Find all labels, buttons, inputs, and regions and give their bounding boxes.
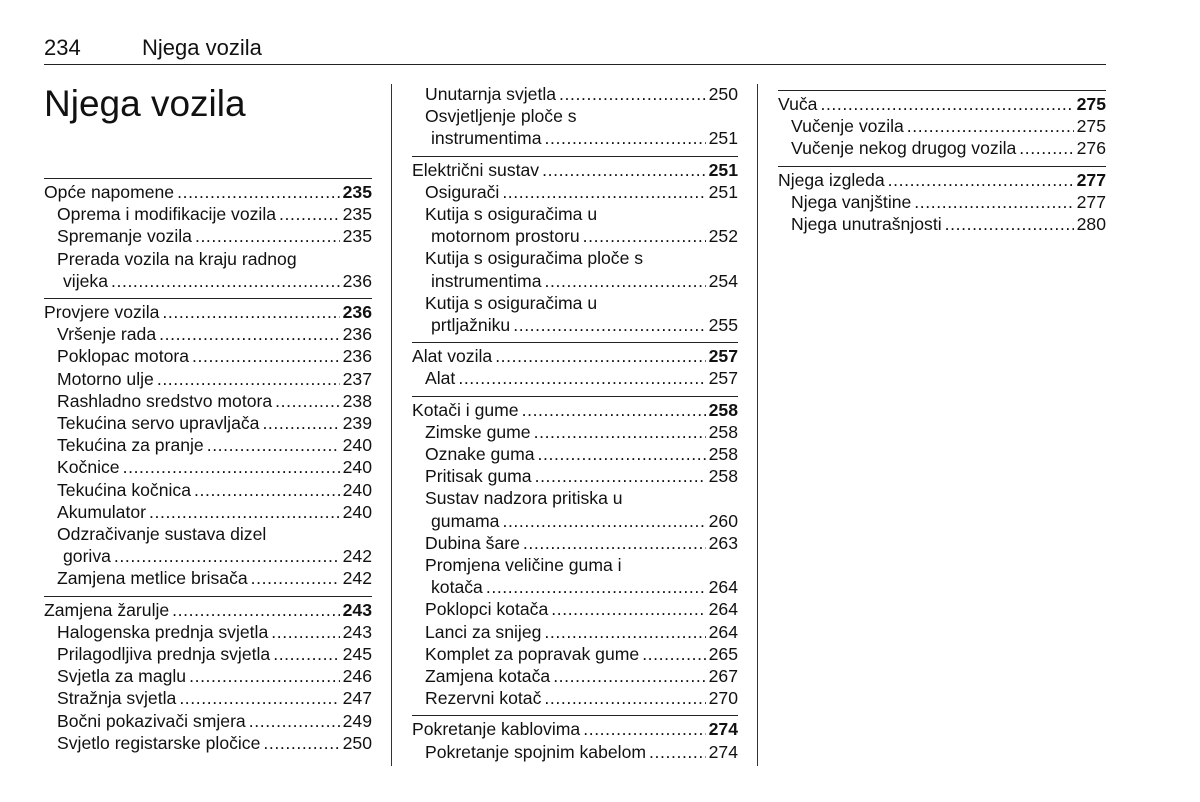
leader-dots — [559, 83, 706, 105]
toc-section — [412, 396, 738, 710]
entry-text: vijeka — [63, 270, 108, 291]
entry-page-number: 250 — [342, 732, 372, 753]
entry-page-number: 275 — [1076, 116, 1106, 137]
toc-entry-line — [412, 105, 738, 127]
toc-entry-line — [44, 621, 372, 643]
entry-text: Rezervni kotač — [425, 688, 542, 709]
entry-text: Motorno ulje — [57, 368, 154, 389]
leader-dots — [820, 93, 1073, 115]
running-title: Njega vozila — [142, 35, 262, 60]
leader-dots — [649, 741, 706, 763]
toc-entry[interactable] — [412, 554, 738, 598]
entry-text: Zamjena kotača — [425, 666, 551, 687]
toc-section-heading[interactable] — [412, 159, 738, 181]
leader-dots — [545, 270, 706, 292]
entry-page-number: 239 — [342, 413, 372, 434]
toc-entry-line — [44, 545, 372, 567]
leader-dots — [523, 532, 706, 554]
entry-page-number: 258 — [708, 444, 738, 465]
section-title: Pokretanje kablovima — [412, 719, 581, 740]
entry-page-number: 252 — [708, 226, 738, 247]
toc-section — [412, 342, 738, 389]
section-page-number: 277 — [1076, 169, 1106, 190]
toc-entry-line — [412, 510, 738, 532]
toc-entry-line — [44, 345, 372, 367]
toc-section — [44, 298, 372, 590]
entry-page-number: 251 — [708, 128, 738, 149]
leader-dots — [262, 412, 339, 434]
toc-entry[interactable] — [44, 456, 372, 478]
section-page-number: 243 — [342, 599, 372, 620]
toc-entry[interactable] — [44, 710, 372, 732]
toc-entry[interactable] — [412, 421, 738, 443]
toc-entry-line — [44, 710, 372, 732]
toc-entry-line — [412, 576, 738, 598]
entry-text: Svjetla za maglu — [57, 666, 187, 687]
entry-page-number: 264 — [708, 621, 738, 642]
toc-entry-line — [412, 443, 738, 465]
leader-dots — [192, 345, 340, 367]
column-divider — [757, 84, 758, 766]
entry-page-number: 255 — [708, 315, 738, 336]
entry-page-number: 240 — [342, 501, 372, 522]
toc-entry[interactable] — [412, 367, 738, 389]
toc-section — [412, 156, 738, 337]
leader-dots — [583, 718, 705, 740]
toc-entry[interactable] — [44, 621, 372, 643]
leader-dots — [207, 434, 340, 456]
entry-page-number: 246 — [342, 666, 372, 687]
leader-dots — [251, 567, 340, 589]
leader-dots — [159, 323, 340, 345]
leader-dots — [195, 225, 340, 247]
leader-dots — [149, 501, 340, 523]
entry-page-number: 257 — [708, 368, 738, 389]
entry-text: goriva — [63, 546, 111, 567]
toc-section-heading[interactable] — [44, 181, 372, 203]
toc-entry[interactable] — [412, 292, 738, 336]
toc-entry[interactable] — [44, 643, 372, 665]
toc-section — [412, 83, 738, 150]
toc-entry[interactable] — [44, 479, 372, 501]
toc-section — [778, 166, 1106, 236]
leader-dots — [534, 421, 706, 443]
toc-entry[interactable] — [412, 643, 738, 665]
entry-text: Dubina šare — [425, 532, 520, 553]
toc-column-3 — [778, 90, 1106, 241]
toc-section-heading[interactable] — [412, 345, 738, 367]
toc-entry-line — [412, 127, 738, 149]
toc-entry[interactable] — [44, 390, 372, 412]
leader-dots — [513, 314, 705, 336]
leader-dots — [273, 643, 339, 665]
entry-page-number: 236 — [342, 324, 372, 345]
section-page-number: 236 — [342, 302, 372, 323]
entry-page-number: 249 — [342, 710, 372, 731]
toc-entry-line — [412, 270, 738, 292]
entry-text: Zimske gume — [425, 421, 531, 442]
section-page-number: 275 — [1076, 94, 1106, 114]
entry-text: Komplet za popravak gume — [425, 643, 640, 664]
toc-entry-line — [412, 203, 738, 225]
toc-section — [778, 90, 1106, 160]
entry-text: Tekućina servo upravljača — [57, 413, 260, 434]
section-title: Električni sustav — [412, 159, 540, 180]
toc-entry[interactable] — [44, 248, 372, 292]
toc-entry-line — [44, 732, 372, 754]
column-divider — [391, 84, 392, 766]
entry-text: Vučenje nekog drugog vozila — [791, 138, 1017, 159]
toc-entry-line — [412, 292, 738, 314]
toc-entry[interactable] — [412, 687, 738, 709]
entry-text: gumama — [431, 510, 500, 531]
toc-entry-line — [778, 115, 1106, 137]
toc-entry[interactable] — [412, 665, 738, 687]
leader-dots — [114, 545, 340, 567]
entry-text: kotača — [431, 577, 483, 598]
entry-page-number: 236 — [342, 346, 372, 367]
entry-text: Poklopci kotača — [425, 599, 549, 620]
entry-page-number: 264 — [708, 599, 738, 620]
toc-entry-line — [44, 248, 372, 270]
entry-text: Akumulator — [57, 501, 146, 522]
toc-entry-line — [412, 741, 738, 763]
toc-entry-line — [778, 213, 1106, 235]
chapter-title: Njega vozila — [44, 83, 246, 124]
leader-dots — [888, 169, 1074, 191]
toc-section — [44, 596, 372, 754]
toc-entry[interactable] — [412, 203, 738, 247]
leader-dots — [194, 479, 340, 501]
entry-text: Kočnice — [57, 457, 120, 478]
entry-text: Odzračivanje sustava dizel — [57, 524, 267, 545]
entry-page-number: 258 — [708, 466, 738, 487]
entry-page-number: 240 — [342, 479, 372, 500]
toc-entry-line — [412, 367, 738, 389]
entry-text: Pokretanje spojnim kabelom — [425, 741, 647, 762]
entry-text: instrumentima — [431, 128, 542, 149]
toc-entry[interactable] — [44, 523, 372, 567]
entry-text: Kutija s osiguračima u — [425, 292, 598, 313]
entry-text: Sustav nadzora pritiska u — [425, 488, 623, 509]
entry-page-number: 240 — [342, 435, 372, 456]
toc-entry-line — [44, 523, 372, 545]
entry-page-number: 274 — [708, 741, 738, 762]
toc-entry-line — [44, 368, 372, 390]
leader-dots — [538, 443, 706, 465]
toc-entry[interactable] — [778, 115, 1106, 137]
toc-entry[interactable] — [412, 181, 738, 203]
entry-text: Njega unutrašnjosti — [791, 214, 942, 235]
toc-entry-line — [412, 421, 738, 443]
entry-text: Oprema i modifikacije vozila — [57, 204, 277, 225]
entry-page-number: 235 — [342, 226, 372, 247]
toc-entry-line — [44, 412, 372, 434]
toc-entry-line — [44, 665, 372, 687]
section-title: Alat vozila — [412, 346, 493, 367]
leader-dots — [1019, 137, 1073, 159]
toc-entry[interactable] — [44, 687, 372, 709]
toc-entry[interactable] — [412, 741, 738, 763]
toc-entry[interactable] — [412, 443, 738, 465]
toc-entry[interactable] — [44, 732, 372, 754]
leader-dots — [486, 576, 706, 598]
entry-text: Poklopac motora — [57, 346, 190, 367]
leader-dots — [123, 456, 340, 478]
toc-entry[interactable] — [44, 225, 372, 247]
toc-section — [44, 178, 372, 292]
entry-page-number: 265 — [708, 643, 738, 664]
entry-text: Halogenska prednja svjetla — [57, 621, 269, 642]
leader-dots — [945, 213, 1074, 235]
toc-section-heading[interactable] — [412, 718, 738, 740]
toc-entry-line — [44, 434, 372, 456]
toc-entry-line — [412, 247, 738, 269]
entry-text: motornom prostoru — [431, 226, 580, 247]
toc-entry[interactable] — [44, 345, 372, 367]
toc-entry-line — [44, 456, 372, 478]
entry-page-number: 247 — [342, 688, 372, 709]
leader-dots — [495, 345, 705, 367]
toc-entry[interactable] — [44, 434, 372, 456]
leader-dots — [545, 127, 706, 149]
leader-dots — [522, 399, 706, 421]
entry-text: Tekućina kočnica — [57, 479, 191, 500]
toc-entry-line — [778, 137, 1106, 159]
toc-entry[interactable] — [44, 368, 372, 390]
toc-entry[interactable] — [44, 665, 372, 687]
section-title: Opće napomene — [44, 182, 175, 202]
toc-entry[interactable] — [778, 191, 1106, 213]
toc-entry-line — [44, 479, 372, 501]
entry-page-number: 242 — [342, 546, 372, 567]
entry-text: Unutarnja svjetla — [425, 84, 557, 104]
leader-dots — [111, 270, 340, 292]
entry-text: Kutija s osiguračima u — [425, 204, 598, 225]
entry-text: Rashladno sredstvo motora — [57, 390, 273, 411]
entry-text: Kutija s osiguračima ploče s — [425, 248, 644, 269]
toc-entry-line — [412, 487, 738, 509]
leader-dots — [535, 465, 706, 487]
toc-entry-line — [412, 554, 738, 576]
entry-page-number: 254 — [708, 270, 738, 291]
toc-entry[interactable] — [778, 137, 1106, 159]
leader-dots — [179, 687, 339, 709]
leader-dots — [263, 732, 339, 754]
entry-text: Prilagodljiva prednja svjetla — [57, 644, 271, 665]
toc-entry-line — [44, 225, 372, 247]
toc-entry-line — [412, 687, 738, 709]
entry-page-number: 280 — [1076, 214, 1106, 235]
section-title: Vuča — [778, 94, 818, 114]
toc-entry-line — [412, 665, 738, 687]
section-title: Zamjena žarulje — [44, 599, 170, 620]
leader-dots — [907, 115, 1074, 137]
toc-column-2 — [412, 83, 738, 769]
leader-dots — [642, 643, 705, 665]
toc-entry-line — [44, 567, 372, 589]
page-header — [44, 34, 1106, 65]
toc-entry[interactable] — [44, 203, 372, 225]
entry-page-number: 264 — [708, 577, 738, 598]
toc-entry-line — [412, 643, 738, 665]
leader-dots — [458, 367, 705, 389]
toc-section-heading[interactable] — [778, 93, 1106, 115]
entry-page-number: 236 — [342, 270, 372, 291]
leader-dots — [172, 599, 339, 621]
entry-text: Oznake guma — [425, 444, 535, 465]
leader-dots — [162, 301, 339, 323]
section-title: Provjere vozila — [44, 302, 160, 323]
leader-dots — [249, 710, 340, 732]
toc-entry-line — [778, 191, 1106, 213]
entry-page-number: 251 — [708, 181, 738, 202]
entry-page-number: 277 — [1076, 191, 1106, 212]
toc-entry-line — [44, 270, 372, 292]
toc-entry[interactable] — [44, 567, 372, 589]
section-page-number: 258 — [708, 399, 738, 420]
entry-text: Vršenje rada — [57, 324, 157, 345]
toc-entry-line — [44, 323, 372, 345]
entry-text: Zamjena metlice brisača — [57, 568, 248, 589]
toc-section — [412, 715, 738, 762]
entry-text: Alat — [425, 368, 456, 389]
entry-page-number: 245 — [342, 644, 372, 665]
toc-section-heading[interactable] — [44, 301, 372, 323]
toc-entry-line — [412, 465, 738, 487]
toc-entry-line — [412, 598, 738, 620]
toc-entry-line — [44, 203, 372, 225]
leader-dots — [553, 665, 705, 687]
toc-entry[interactable] — [412, 465, 738, 487]
entry-page-number: 235 — [342, 204, 372, 225]
toc-entry-line — [412, 83, 738, 105]
toc-entry-line — [412, 314, 738, 336]
leader-dots — [279, 203, 340, 225]
entry-text: Pritisak guma — [425, 466, 532, 487]
entry-text: Osvjetljenje ploče s — [425, 106, 577, 127]
leader-dots — [502, 181, 705, 203]
leader-dots — [551, 598, 705, 620]
toc-entry-line — [412, 225, 738, 247]
section-page-number: 235 — [342, 182, 372, 202]
toc-section-heading[interactable] — [44, 599, 372, 621]
entry-text: Prerada vozila na kraju radnog — [57, 248, 297, 269]
toc-entry[interactable] — [412, 247, 738, 291]
leader-dots — [189, 665, 340, 687]
toc-entry[interactable] — [44, 501, 372, 523]
toc-entry[interactable] — [44, 412, 372, 434]
toc-entry[interactable] — [412, 532, 738, 554]
toc-entry[interactable] — [44, 323, 372, 345]
leader-dots — [177, 181, 340, 203]
entry-text: Tekućina za pranje — [57, 435, 204, 456]
entry-text: Lanci za snijeg — [425, 621, 542, 642]
toc-entry-line — [412, 621, 738, 643]
toc-entry-line — [44, 687, 372, 709]
toc-entry[interactable] — [412, 105, 738, 149]
toc-entry[interactable] — [412, 598, 738, 620]
toc-entry-line — [44, 643, 372, 665]
entry-text: Osigurači — [425, 181, 500, 202]
toc-entry[interactable] — [412, 621, 738, 643]
page-number: 234 — [44, 35, 81, 60]
entry-page-number: 270 — [708, 688, 738, 709]
leader-dots — [271, 621, 339, 643]
leader-dots — [583, 225, 706, 247]
section-page-number: 274 — [708, 719, 738, 740]
leader-dots — [157, 368, 340, 390]
entry-text: Svjetlo registarske pločice — [57, 732, 261, 753]
toc-entry-line — [44, 501, 372, 523]
entry-page-number: 243 — [342, 621, 372, 642]
toc-entry-line — [412, 532, 738, 554]
entry-page-number: 242 — [342, 568, 372, 589]
entry-page-number: 258 — [708, 421, 738, 442]
entry-text: Njega vanjštine — [791, 191, 912, 212]
entry-text: Promjena veličine guma i — [425, 555, 622, 576]
leader-dots — [914, 191, 1073, 213]
toc-entry-line — [44, 390, 372, 412]
toc-entry-line — [412, 181, 738, 203]
section-page-number: 257 — [708, 346, 738, 367]
entry-page-number: 267 — [708, 666, 738, 687]
entry-page-number: 237 — [342, 368, 372, 389]
entry-text: prtljažniku — [431, 315, 511, 336]
toc-entry[interactable] — [778, 213, 1106, 235]
section-title: Kotači i gume — [412, 399, 519, 420]
entry-page-number: 250 — [708, 84, 738, 104]
entry-page-number: 263 — [708, 532, 738, 553]
toc-column-1 — [44, 178, 372, 760]
toc-entry[interactable] — [412, 487, 738, 531]
toc-entry[interactable] — [412, 83, 738, 105]
entry-text: Stražnja svjetla — [57, 688, 177, 709]
entry-text: instrumentima — [431, 270, 542, 291]
toc-section-heading[interactable] — [778, 169, 1106, 191]
entry-page-number: 238 — [342, 390, 372, 411]
section-title: Njega izgleda — [778, 169, 885, 190]
entry-page-number: 240 — [342, 457, 372, 478]
leader-dots — [542, 159, 706, 181]
entry-text: Vučenje vozila — [791, 116, 904, 137]
entry-text: Bočni pokazivači smjera — [57, 710, 246, 731]
leader-dots — [544, 621, 705, 643]
leader-dots — [544, 687, 705, 709]
leader-dots — [275, 390, 339, 412]
toc-section-heading[interactable] — [412, 399, 738, 421]
entry-text: Spremanje vozila — [57, 226, 192, 247]
leader-dots — [502, 510, 705, 532]
entry-page-number: 260 — [708, 510, 738, 531]
section-page-number: 251 — [708, 159, 738, 180]
entry-page-number: 276 — [1076, 138, 1106, 159]
